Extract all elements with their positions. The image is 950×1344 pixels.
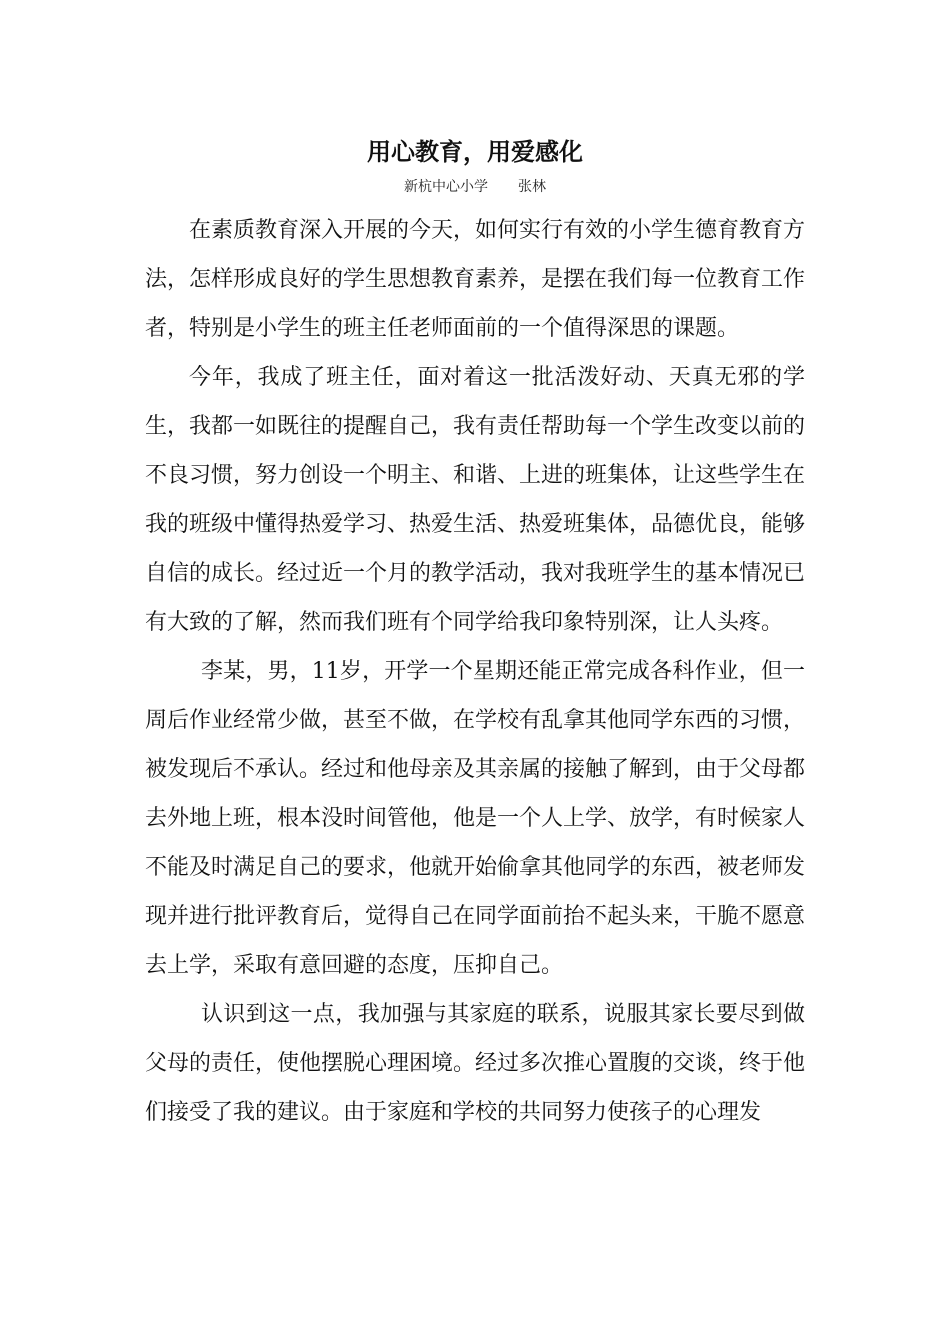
byline [0, 175, 950, 199]
paragraph-3: 李某，男，11岁，开学一个星期还能正常完成各科作业，但一周后作业经常少做，甚至不做，在学校有乱拿其他同学东西的习惯，被发现后不承认。经过和他母亲及其亲属的接触了解到，由于父母都去外地上班，根本没时间管他，他是一个人上学、放学，有时候家人不能及时满足自己的要求，他就开始偷拿其他同学的东西，被老师发现并进行批评教育后，觉得自己在同学面前抬不起头来，干脆不愿意去上学，采取有意回避的态度，压抑自己。 [145, 659, 806, 978]
school-name: 新杭中心小学 [404, 179, 488, 195]
document-title: 用心教育，用爱感化 [367, 138, 583, 166]
paragraph-2: 今年，我成了班主任，面对着这一批活泼好动、天真无邪的学生，我都一如既往的提醒自己，我有责任帮助每一个学生改变以前的不良习惯，努力创设一个明主、和谐、上进的班集体，让这些学生在我的班级中懂得热爱学习、热爱生活、热爱班集体，品德优良，能够自信的成长。经过近一个月的教学活动，我对我班学生的基本情况已有大致的了解，然而我们班有个同学给我印象特别深，让人头疼。 [145, 365, 806, 635]
author-name: 张林 [518, 179, 546, 195]
paragraph-1: 在素质教育深入开展的今天，如何实行有效的小学生德育教育方法，怎样形成良好的学生思想教育素养，是摆在我们每一位教育工作者，特别是小学生的班主任老师面前的一个值得深思的课题。 [145, 218, 806, 341]
paragraph-4: 认识到这一点，我加强与其家庭的联系，说服其家长要尽到做父母的责任，使他摆脱心理困境。经过多次推心置腹的交谈，终于他们接受了我的建议。由于家庭和学校的共同努力使孩子的心理发 [145, 1002, 806, 1125]
document-body [145, 206, 805, 1137]
